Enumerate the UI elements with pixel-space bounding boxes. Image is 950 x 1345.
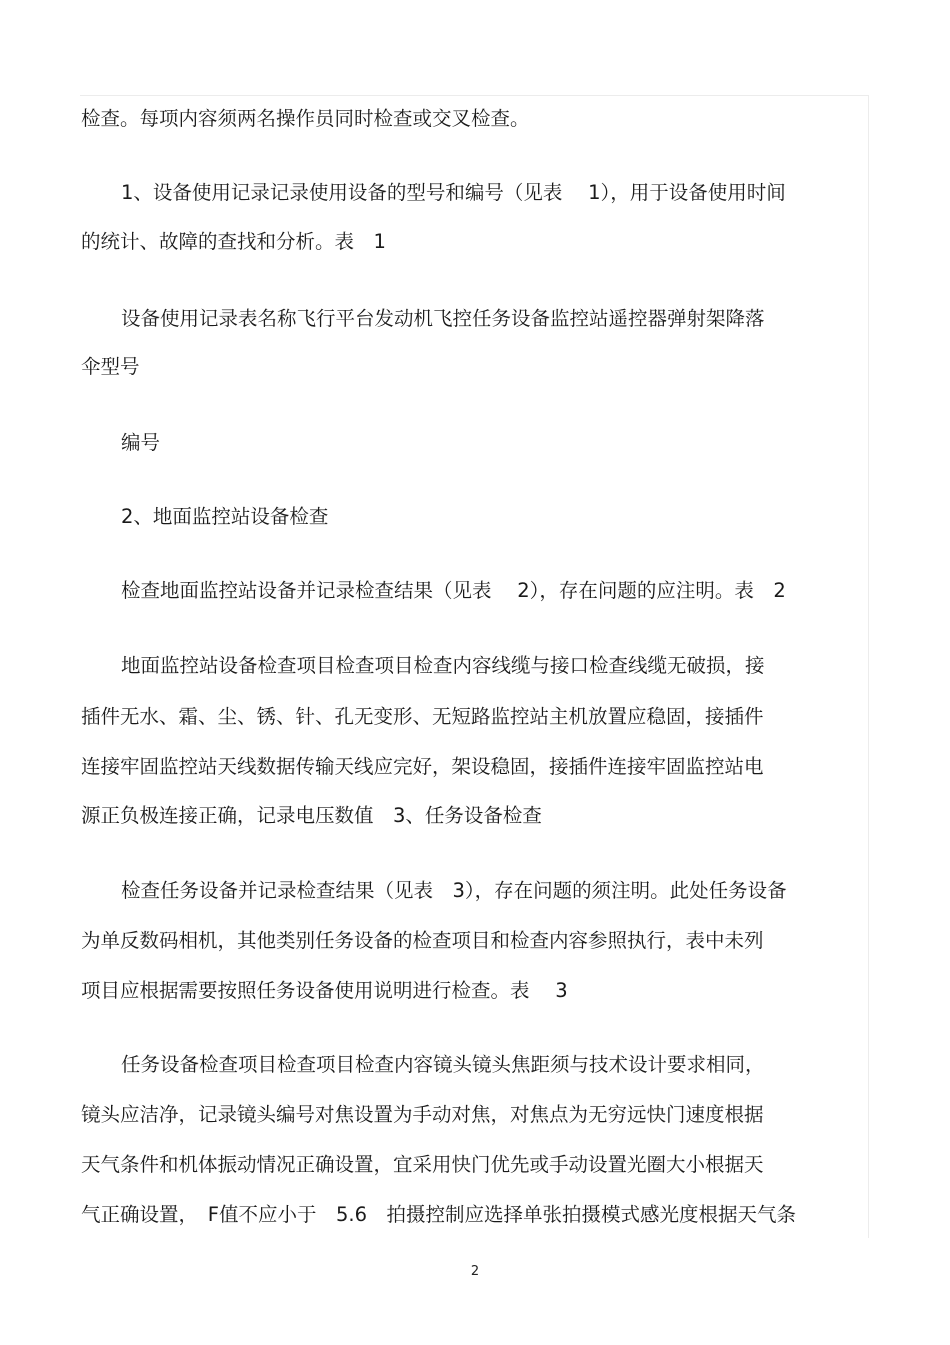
text-line: 检查任务设备并记录检查结果（见表 3），存在问题的须注明。此处任务设备 — [121, 879, 787, 902]
text-line: 镜头应洁净，记录镜头编号对焦设置为手动对焦，对焦点为无穷远快门速度根据 — [81, 1103, 764, 1126]
text-line: 的统计、故障的查找和分析。表 1 — [81, 230, 386, 253]
text-line: 为单反数码相机，其他类别任务设备的检查项目和检查内容参照执行，表中未列 — [81, 929, 764, 952]
section-heading: 2、地面监控站设备检查 — [121, 505, 329, 528]
text-line: 伞型号 — [81, 355, 140, 378]
text-line: 天气条件和机体振动情况正确设置，宜采用快门优先或手动设置光圈大小根据天 — [81, 1153, 764, 1176]
text-line: 项目应根据需要按照任务设备使用说明进行检查。表 3 — [81, 979, 568, 1002]
text-line: 源正负极连接正确，记录电压数值 3、任务设备检查 — [81, 804, 542, 827]
text-line: 设备使用记录表名称飞行平台发动机飞控任务设备监控站遥控器弹射架降落 — [121, 307, 765, 330]
text-line: 地面监控站设备检查项目检查项目检查内容线缆与接口检查线缆无破损，接 — [121, 654, 765, 677]
text-line: 编号 — [121, 431, 161, 454]
text-line: 气正确设置， F值不应小于 5.6 拍摄控制应选择单张拍摄模式感光度根据天气条 — [81, 1203, 796, 1226]
text-line: 插件无水、霜、尘、锈、针、孔无变形、无短路监控站主机放置应稳固，接插件 — [81, 705, 764, 728]
text-line: 检查。每项内容须两名操作员同时检查或交叉检查。 — [81, 107, 530, 130]
text-line: 1、设备使用记录记录使用设备的型号和编号（见表 1），用于设备使用时间 — [121, 181, 786, 204]
text-line: 连接牢固监控站天线数据传输天线应完好，架设稳固，接插件连接牢固监控站电 — [81, 755, 764, 778]
text-line: 任务设备检查项目检查项目检查内容镜头镜头焦距须与技术设计要求相同， — [121, 1053, 765, 1076]
text-line: 检查地面监控站设备并记录检查结果（见表 2），存在问题的应注明。表 2 — [121, 579, 786, 602]
page-number: 2 — [470, 1264, 480, 1279]
